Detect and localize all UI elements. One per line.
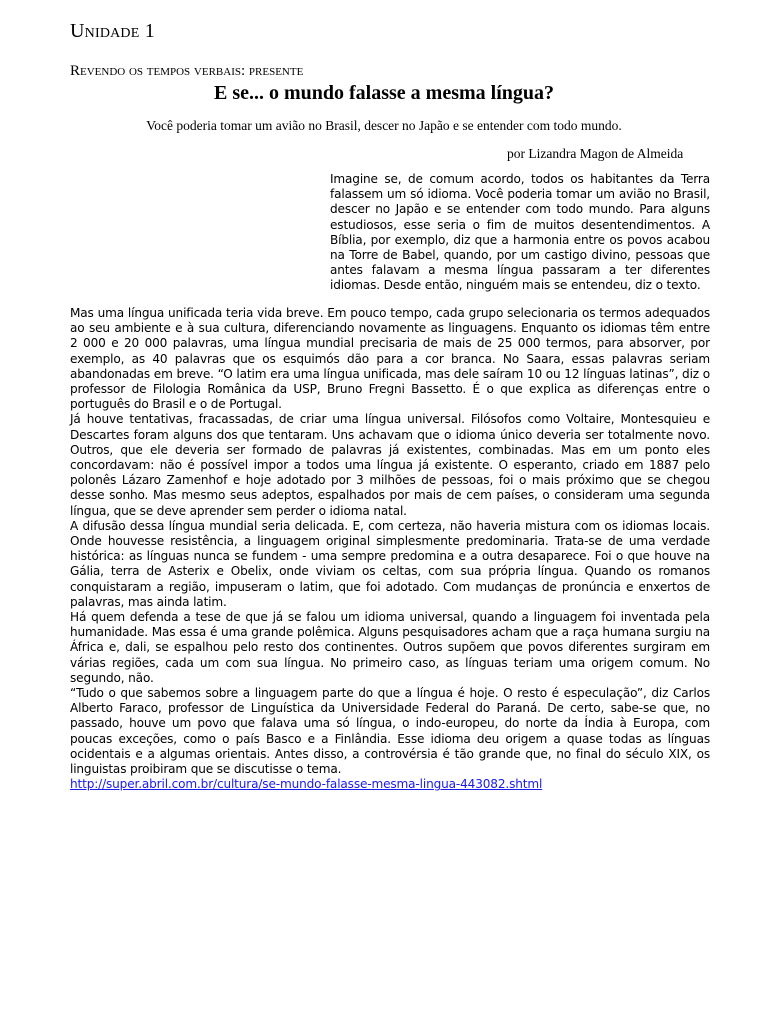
article-body (70, 306, 710, 793)
body-paragraph-4: Há quem defenda a tese de que já se falou um idioma universal, quando a linguagem foi inventada pela humanidade. Mas essa é uma grande polêmica. Alguns pesquisadores acham que a raça humana surgiu na África e, dali, se espalhou pelo resto dos continentes. Outros supõem que povos diferentes surgiram em várias regiões, cada um com sua língua. No primeiro caso, as línguas teriam uma origem comum. No segundo, não. (70, 610, 710, 685)
article-title: E se... o mundo falasse a mesma língua? (213, 82, 555, 104)
article-subtitle: Você poderia tomar um avião no Brasil, descer no Japão e se entender com todo mundo. (146, 118, 622, 133)
unit-title: Unidade 1 (70, 20, 155, 42)
body-paragraph-5: “Tudo o que sabemos sobre a linguagem parte do que a língua é hoje. O resto é especulação”, diz Carlos Alberto Faraco, professor de Linguística da Universidade Federal do Paraná. De certo, sabe-se que, no passado, houve um povo que falava uma só língua, o indo-europeu, do norte da Índia à Europa, com poucas exceções, como o país Basco e a Finlândia. Esse idioma deu origem a quase todas as línguas ocidentais e a algumas orientais. Antes disso, a controvérsia é tão grande que, no final do século XIX, os linguistas proibiram que se discutisse o tema. (70, 686, 710, 777)
body-paragraph-2: Já houve tentativas, fracassadas, de criar uma língua universal. Filósofos como Voltaire, Montesquieu e Descartes foram alguns dos que tentaram. Uns achavam que o idioma único deveria ser totalmente novo. Outros, que ele deveria ser formado de palavras já existentes, combinadas. Mas em um ponto eles concordavam: não é possível impor a todos uma língua já existente. O esperanto, criado em 1887 pelo polonês Lázaro Zamenhof e hoje adotado por 3 milhões de pessoas, foi o mais próximo que se chegou desse sonho. Mas mesmo seus adeptos, espalhados por mais de cem países, o consideram uma segunda língua, que se deve aprender sem perder o idioma natal. (70, 412, 710, 518)
article-byline: por Lizandra Magon de Almeida (507, 146, 684, 161)
intro-paragraph: Imagine se, de comum acordo, todos os habitantes da Terra falassem um só idioma. Você poderia tomar um avião no Brasil, descer no Japão e se entender com todo mundo. Para alguns estudiosos, esse seria o fim de muitos desentendimentos. A Bíblia, por exemplo, diz que a harmonia entre os povos acabou na Torre de Babel, quando, por um castigo divino, pessoas que antes falavam a mesma língua passaram a ter diferentes idiomas. Desde então, ninguém mais se entendeu, diz o texto. (330, 172, 710, 293)
body-paragraph-1: Mas uma língua unificada teria vida breve. Em pouco tempo, cada grupo selecionaria os termos adequados ao seu ambiente e à sua cultura, diferenciando novamente as linguagens. Enquanto os idiomas têm entre 2 000 e 20 000 palavras, uma língua mundial precisaria de mais de 25 000 termos, para absorver, por exemplo, as 40 palavras que os esquimós dão para a cor branca. No Saara, essas palavras seriam abandonadas em breve. “O latim era uma língua unificada, mas dele saíram 10 ou 12 línguas latinas”, diz o professor de Filologia Românica da USP, Bruno Fregni Bassetto. É o que explica as diferenças entre o português do Brasil e o de Portugal. (70, 306, 710, 412)
section-title: Revendo os tempos verbais: presente (70, 63, 304, 79)
source-link[interactable]: http://super.abril.com.br/cultura/se-mundo-falasse-mesma-lingua-443082.shtml (70, 777, 543, 792)
body-paragraph-3: A difusão dessa língua mundial seria delicada. E, com certeza, não haveria mistura com os idiomas locais. Onde houvesse resistência, a linguagem original simplesmente predominaria. Trata-se de uma verdade histórica: as línguas nunca se fundem - uma sempre predomina e a outra desaparece. Foi o que houve na Gália, terra de Asterix e Obelix, onde viviam os celtas, com sua própria língua. Quando os romanos conquistaram a região, impuseram o latim, que foi adotado. Com mudanças de pronúncia e enxertos de palavras, mas ainda latim. (70, 518, 710, 609)
